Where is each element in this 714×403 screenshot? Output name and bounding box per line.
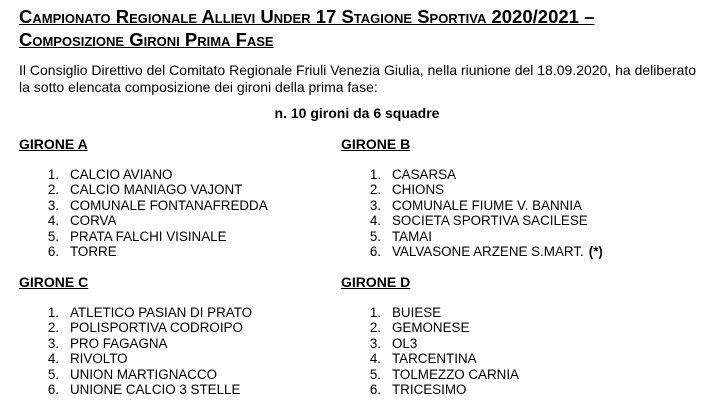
team-name: TORRE	[70, 244, 117, 260]
team-number: 1.	[369, 167, 381, 182]
team-note: (*)	[588, 244, 603, 260]
team-list-item	[341, 244, 671, 259]
team-number: 5.	[47, 228, 59, 244]
team-name: TRICESIMO	[392, 382, 467, 398]
team-list	[19, 305, 349, 397]
group-title: GIRONE D	[341, 274, 411, 290]
team-name: PRO FAGAGNA	[70, 335, 168, 351]
team-number: 6.	[369, 382, 381, 398]
team-list-item	[19, 167, 349, 182]
group-c	[19, 274, 349, 397]
team-name: CASARSA	[392, 167, 456, 182]
team-list-item	[341, 382, 671, 397]
team-number: 4.	[369, 213, 381, 229]
team-number: 6.	[47, 244, 59, 260]
team-number: 2.	[47, 182, 59, 198]
team-number: 3.	[47, 197, 59, 213]
team-list-item	[341, 229, 671, 244]
team-name: TOLMEZZO CARNIA	[392, 366, 519, 382]
team-name: VALVASONE ARZENE S.MART.	[392, 244, 584, 260]
team-number: 3.	[369, 197, 381, 213]
team-list-item	[19, 336, 349, 351]
team-list-item	[341, 336, 671, 351]
team-name: SOCIETA SPORTIVA SACILESE	[392, 213, 588, 229]
team-number: 6.	[369, 244, 381, 260]
team-list-item	[19, 198, 349, 213]
groups-subtitle: n. 10 gironi da 6 squadre	[274, 105, 440, 121]
team-name: TARCENTINA	[392, 351, 477, 367]
team-name: UNIONE CALCIO 3 STELLE	[70, 382, 241, 398]
team-name: CORVA	[70, 213, 117, 229]
team-list-item	[19, 382, 349, 397]
team-number: 5.	[47, 366, 59, 382]
team-name: CHIONS	[392, 182, 445, 198]
team-list-item	[19, 229, 349, 244]
team-name: CALCIO AVIANO	[70, 167, 173, 182]
team-list	[19, 167, 349, 259]
intro-paragraph: Il Consiglio Direttivo del Comitato Regionale Friuli Venezia Giulia, nella riunione del 18.09.2020, ha deliberato la sotto elencata composizione dei gironi della prima fase:	[19, 62, 697, 95]
team-number: 4.	[47, 351, 59, 367]
group-a	[19, 136, 349, 259]
team-number: 2.	[369, 320, 381, 336]
group-title: GIRONE B	[341, 136, 411, 152]
team-name: OL3	[392, 335, 418, 351]
group-d	[341, 274, 671, 397]
team-number: 3.	[47, 335, 59, 351]
team-name: COMUNALE FIUME V. BANNIA	[392, 197, 582, 213]
team-number: 5.	[369, 366, 381, 382]
group-b	[341, 136, 671, 259]
team-name: RIVOLTO	[70, 351, 128, 367]
team-name: COMUNALE FONTANAFREDDA	[70, 197, 268, 213]
team-name: GEMONESE	[392, 320, 470, 336]
team-number: 1.	[47, 167, 59, 182]
team-name: CALCIO MANIAGO VAJONT	[70, 182, 243, 198]
team-list-item	[19, 213, 349, 228]
document-title: Campionato Regionale Allievi Under 17 Stagione Sportiva 2020/2021 – Composizione Gironi Prima Fase	[19, 6, 595, 50]
team-number: 1.	[47, 305, 59, 320]
team-number: 4.	[369, 351, 381, 367]
team-list-item	[341, 305, 671, 320]
team-name: ATLETICO PASIAN DI PRATO	[70, 305, 253, 320]
group-title: GIRONE C	[19, 274, 89, 290]
group-title: GIRONE A	[19, 136, 88, 152]
team-list-item	[19, 244, 349, 259]
team-list-item	[19, 305, 349, 320]
team-list-item	[19, 367, 349, 382]
team-number: 4.	[47, 213, 59, 229]
team-number: 6.	[47, 382, 59, 398]
team-list-item	[341, 182, 671, 197]
team-list-item	[341, 320, 671, 335]
team-list-item	[19, 320, 349, 335]
team-list-item	[341, 367, 671, 382]
team-list-item	[19, 182, 349, 197]
team-list	[341, 167, 671, 259]
team-number: 5.	[369, 228, 381, 244]
team-list-item	[19, 351, 349, 366]
team-name: TAMAI	[392, 228, 432, 244]
team-number: 3.	[369, 335, 381, 351]
team-name: POLISPORTIVA CODROIPO	[70, 320, 243, 336]
team-name: BUIESE	[392, 305, 442, 320]
team-list-item	[341, 167, 671, 182]
team-list	[341, 305, 671, 397]
team-number: 2.	[369, 182, 381, 198]
team-list-item	[341, 351, 671, 366]
team-list-item	[341, 213, 671, 228]
team-list-item	[341, 198, 671, 213]
team-name: PRATA FALCHI VISINALE	[70, 228, 227, 244]
team-name: UNION MARTIGNACCO	[70, 366, 218, 382]
team-number: 2.	[47, 320, 59, 336]
team-number: 1.	[369, 305, 381, 320]
